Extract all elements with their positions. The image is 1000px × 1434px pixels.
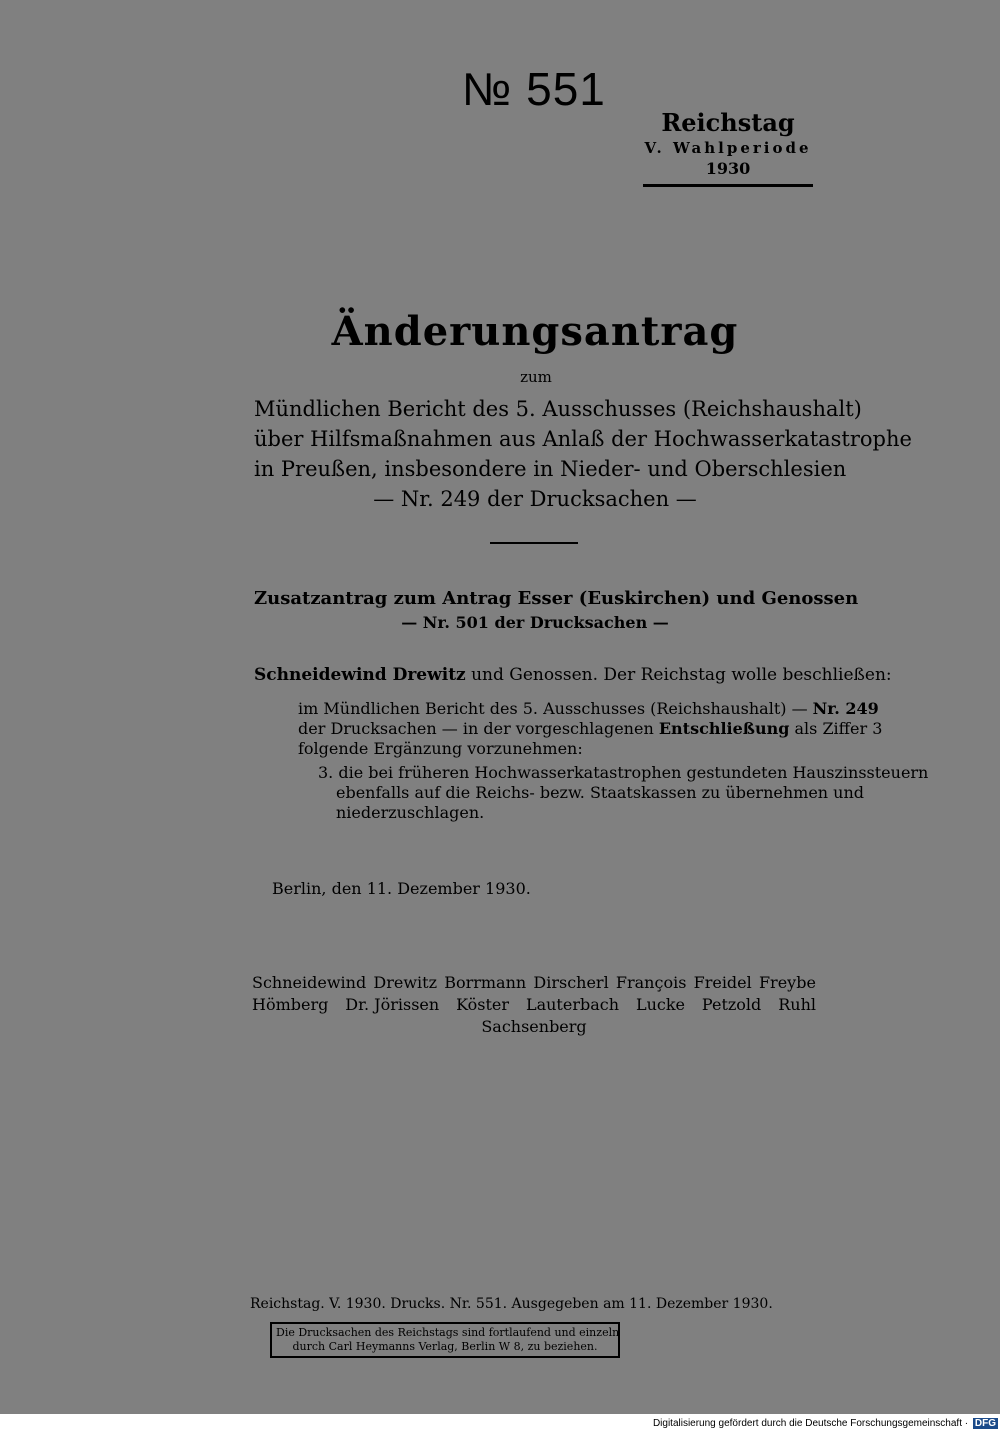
legislative-period: V. Wahlperiode xyxy=(644,139,812,157)
credit-text: Digitalisierung gefördert durch die Deutsche Forschungsgemeinschaft · xyxy=(652,1418,969,1429)
subject-line: in Preußen, insbesondere in Nieder- und Oberschlesien xyxy=(254,457,847,481)
motion-reference: Nr. 249 xyxy=(812,699,879,718)
signatory: Sachsenberg xyxy=(481,1017,587,1036)
signatory: Dirscherl xyxy=(533,973,609,992)
motion-movers: Schneidewind Drewitz xyxy=(254,665,466,685)
title-connector: zum xyxy=(520,368,552,386)
parliament-name: Reichstag xyxy=(661,108,795,137)
footer-notice-line: Die Drucksachen des Reichstags sind fortlaufend und einzeln xyxy=(276,1326,620,1339)
dfg-logo: DFG xyxy=(974,1418,996,1429)
signatory: Lucke xyxy=(635,995,685,1014)
footer-line: Reichstag. V. 1930. Drucks. Nr. 551. Ausgegeben am 11. Dezember 1930. xyxy=(250,1296,773,1312)
signatory: Ruhl xyxy=(778,995,816,1014)
reichstag-header xyxy=(640,108,816,187)
motion-intro-text: und Genossen. Der Reichstag wolle beschließen: xyxy=(471,665,892,685)
subject-line: über Hilfsmaßnahmen aus Anlaß der Hochwasserkatastrophe xyxy=(254,427,912,451)
header-rule xyxy=(643,184,813,187)
signatory: Freybe xyxy=(758,973,816,992)
motion-text: im Mündlichen Bericht des 5. Ausschusses (Reichshaushalt) — xyxy=(298,699,808,718)
motion-intro xyxy=(254,664,892,686)
document-number: № 551 xyxy=(462,63,606,115)
signatory: Freidel xyxy=(693,973,752,992)
supplement-title: Zusatzantrag zum Antrag Esser (Euskirchen) und Genossen xyxy=(254,588,859,609)
signatory: Köster xyxy=(456,995,510,1014)
motion-text: der Drucksachen — in der vorgeschlagenen xyxy=(298,719,654,738)
motion-paragraph-line xyxy=(298,718,883,740)
signatory: Borrmann xyxy=(444,973,527,992)
signatory: Hömberg xyxy=(252,995,329,1014)
motion-emphasis: Entschließung xyxy=(658,719,790,738)
digitization-credit xyxy=(653,1418,998,1429)
supplement-reference: — Nr. 501 der Drucksachen — xyxy=(401,613,669,632)
subject-reference: — Nr. 249 der Drucksachen — xyxy=(373,487,697,511)
footer-notice-line: durch Carl Heymanns Verlag, Berlin W 8, zu beziehen. xyxy=(292,1340,598,1353)
motion-paragraph-line xyxy=(298,698,879,720)
footer-notice-box xyxy=(270,1322,620,1358)
signatory: Schneidewind xyxy=(252,973,367,992)
signatory: Petzold xyxy=(701,995,762,1014)
motion-item-line: ebenfalls auf die Reichs- bezw. Staatskassen zu übernehmen und xyxy=(336,783,865,802)
signatory: Lauterbach xyxy=(525,995,620,1014)
signatories-row xyxy=(252,994,816,1016)
signatory: Drewitz xyxy=(373,973,437,992)
motion-item-line: niederzuschlagen. xyxy=(336,803,485,822)
header-year: 1930 xyxy=(705,159,751,178)
signatory: Dr. Jörissen xyxy=(345,995,440,1014)
section-divider xyxy=(490,542,578,544)
motion-item-line: 3. die bei früheren Hochwasserkatastrophen gestundeten Hauszinssteuern xyxy=(318,763,929,782)
subject-line: Mündlichen Bericht des 5. Ausschusses (Reichshaushalt) xyxy=(254,397,862,421)
place-date: Berlin, den 11. Dezember 1930. xyxy=(272,879,531,898)
signatory: François xyxy=(615,973,687,992)
document-title: Änderungsantrag xyxy=(331,308,739,355)
signatories-row xyxy=(252,972,816,994)
motion-text: als Ziffer 3 xyxy=(794,719,883,738)
motion-paragraph-line: folgende Ergänzung vorzunehmen: xyxy=(298,739,583,758)
